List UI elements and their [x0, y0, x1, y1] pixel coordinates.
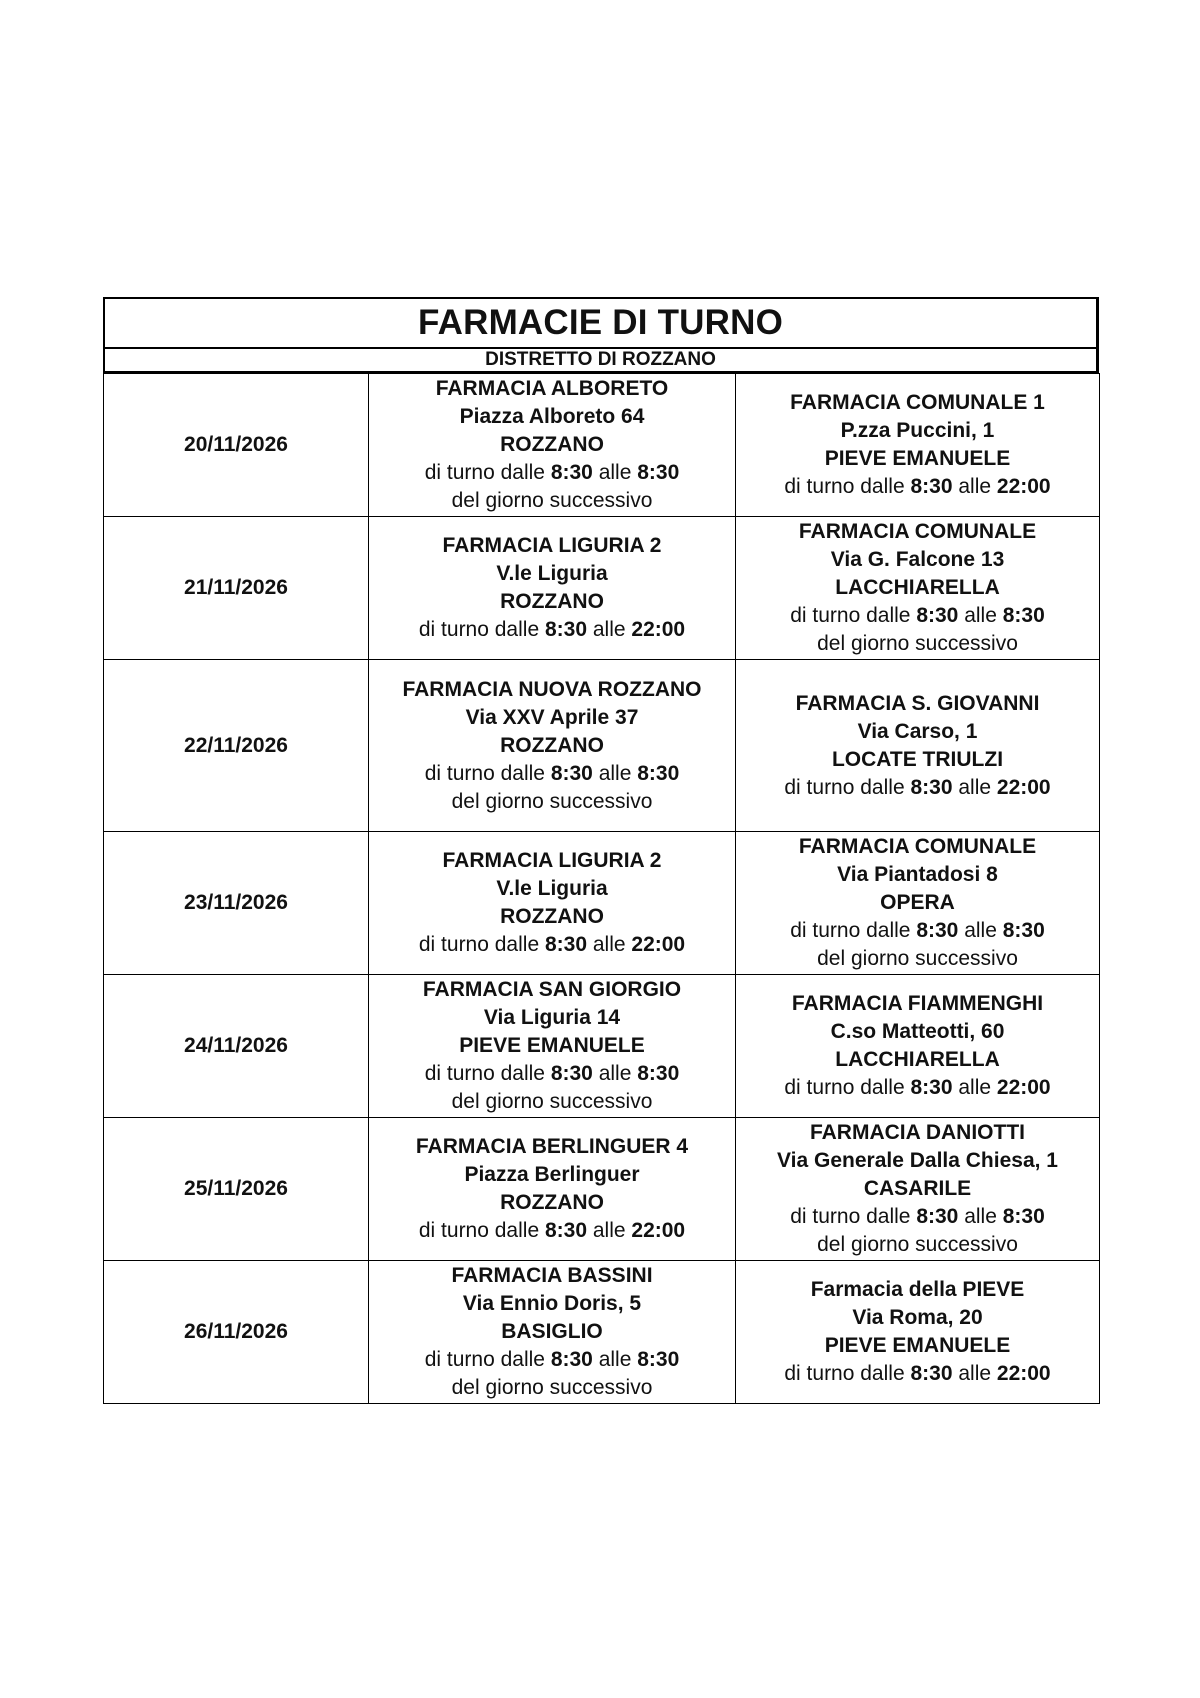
duty-hours	[369, 1060, 735, 1088]
duty-table	[103, 373, 1100, 1404]
pharmacy-name: FARMACIA DANIOTTI	[809, 1121, 1026, 1144]
pharmacy-name: FARMACIA SAN GIORGIO	[422, 978, 682, 1001]
hours-from: 8:30	[910, 475, 953, 498]
hours-label-to: alle	[592, 933, 626, 956]
hours-to: 8:30	[1002, 1205, 1045, 1228]
date-cell: 23/11/2026	[104, 832, 369, 975]
pharmacy-name: FARMACIA COMUNALE	[798, 520, 1037, 543]
hours-label-from: di turno dalle	[790, 1205, 911, 1228]
pharmacy-town: PIEVE EMANUELE	[824, 1334, 1011, 1357]
duty-hours	[736, 1074, 1099, 1102]
hours-label-from: di turno dalle	[424, 1348, 545, 1371]
pharmacy-name: FARMACIA COMUNALE	[798, 835, 1037, 858]
pharmacy-address: Via XXV Aprile 37	[465, 705, 639, 729]
pharmacy-town: ROZZANO	[500, 905, 604, 928]
duty-hours	[369, 931, 735, 959]
duty-hours	[736, 774, 1099, 802]
hours-label-from: di turno dalle	[418, 618, 540, 641]
hours-to: 8:30	[637, 1348, 680, 1371]
date-cell: 25/11/2026	[104, 1118, 369, 1261]
date-cell: 26/11/2026	[104, 1261, 369, 1404]
pharmacy-name: FARMACIA S. GIOVANNI	[795, 691, 1040, 715]
pharmacy-town: LACCHIARELLA	[835, 576, 1000, 599]
hours-to: 8:30	[637, 1062, 680, 1085]
pharmacy-address: C.so Matteotti, 60	[830, 1020, 1005, 1043]
hours-to: 22:00	[631, 1219, 686, 1242]
hours-from: 8:30	[916, 919, 959, 942]
pharmacy-name: FARMACIA FIAMMENGHI	[791, 992, 1044, 1015]
duty-pharmacies-sheet	[103, 297, 1099, 1404]
hours-label-to: alle	[964, 919, 997, 942]
pharmacy-address: Piazza Berlinguer	[464, 1163, 640, 1186]
hours-label-to: alle	[958, 775, 992, 799]
duty-hours	[369, 1217, 735, 1245]
hours-from: 8:30	[910, 775, 953, 799]
pharmacy-town: ROZZANO	[500, 1191, 604, 1214]
hours-to: 8:30	[1002, 604, 1045, 627]
pharmacy-address: Via Piantadosi 8	[837, 863, 998, 886]
pharmacy-name: FARMACIA NUOVA ROZZANO	[402, 677, 702, 701]
pharmacy-cell-left	[369, 1118, 736, 1261]
district-subtitle: DISTRETTO DI ROZZANO	[103, 347, 1099, 373]
date-cell: 20/11/2026	[104, 374, 369, 517]
hours-label-from: di turno dalle	[424, 461, 545, 484]
table-row	[104, 1261, 1100, 1404]
duty-table-body	[104, 374, 1100, 1404]
hours-to: 22:00	[996, 475, 1051, 498]
hours-label-from: di turno dalle	[790, 919, 911, 942]
duty-hours	[736, 1360, 1099, 1388]
pharmacy-cell-right	[736, 832, 1100, 975]
duty-hours	[369, 459, 735, 487]
next-day-note: del giorno successivo	[451, 789, 653, 813]
duty-hours	[736, 602, 1099, 630]
pharmacy-town: LOCATE TRIULZI	[831, 747, 1004, 771]
hours-from: 8:30	[910, 1076, 953, 1099]
hours-to: 8:30	[637, 461, 680, 484]
table-row	[104, 660, 1100, 832]
hours-label-to: alle	[958, 1362, 992, 1385]
hours-label-to: alle	[964, 1205, 997, 1228]
pharmacy-name: FARMACIA LIGURIA 2	[442, 849, 662, 872]
pharmacy-name: FARMACIA COMUNALE 1	[790, 391, 1045, 414]
hours-to: 8:30	[637, 761, 680, 785]
hours-label-to: alle	[598, 461, 632, 484]
pharmacy-cell-left	[369, 374, 736, 517]
hours-to: 22:00	[996, 775, 1051, 799]
pharmacy-address: Via Roma, 20	[852, 1306, 983, 1329]
table-row	[104, 517, 1100, 660]
hours-label-from: di turno dalle	[784, 1362, 905, 1385]
hours-from: 8:30	[550, 761, 593, 785]
hours-from: 8:30	[550, 1062, 593, 1085]
duty-hours	[736, 473, 1099, 501]
next-day-note: del giorno successivo	[451, 489, 653, 512]
pharmacy-cell-left	[369, 1261, 736, 1404]
hours-to: 22:00	[996, 1362, 1051, 1385]
hours-label-to: alle	[598, 761, 632, 785]
next-day-note: del giorno successivo	[817, 632, 1018, 655]
table-row	[104, 1118, 1100, 1261]
pharmacy-cell-right	[736, 1261, 1100, 1404]
next-day-note: del giorno successivo	[817, 947, 1018, 970]
date-cell: 21/11/2026	[104, 517, 369, 660]
hours-label-from: di turno dalle	[418, 933, 540, 956]
hours-label-to: alle	[598, 1348, 632, 1371]
hours-from: 8:30	[910, 1362, 953, 1385]
pharmacy-name: FARMACIA ALBORETO	[435, 377, 669, 400]
table-row	[104, 975, 1100, 1118]
pharmacy-town: ROZZANO	[500, 433, 604, 456]
pharmacy-cell-left	[369, 660, 736, 832]
pharmacy-cell-right	[736, 1118, 1100, 1261]
hours-label-to: alle	[592, 618, 626, 641]
hours-label-from: di turno dalle	[424, 761, 545, 785]
pharmacy-address: Via Generale Dalla Chiesa, 1	[777, 1149, 1058, 1172]
pharmacy-address: Via Liguria 14	[483, 1006, 621, 1029]
pharmacy-cell-right	[736, 374, 1100, 517]
hours-label-to: alle	[592, 1219, 626, 1242]
pharmacy-cell-right	[736, 975, 1100, 1118]
hours-label-from: di turno dalle	[418, 1219, 540, 1242]
hours-from: 8:30	[544, 1219, 587, 1242]
hours-label-from: di turno dalle	[424, 1062, 545, 1085]
date-cell: 24/11/2026	[104, 975, 369, 1118]
duty-hours	[736, 1203, 1099, 1231]
pharmacy-name: FARMACIA BERLINGUER 4	[415, 1135, 689, 1158]
hours-from: 8:30	[550, 461, 593, 484]
pharmacy-cell-right	[736, 517, 1100, 660]
pharmacy-address: V.le Liguria	[496, 562, 608, 585]
pharmacy-town: ROZZANO	[500, 733, 604, 757]
pharmacy-name: FARMACIA LIGURIA 2	[442, 534, 662, 557]
hours-label-to: alle	[964, 604, 997, 627]
hours-label-to: alle	[958, 1076, 992, 1099]
pharmacy-cell-left	[369, 975, 736, 1118]
duty-hours	[369, 1346, 735, 1374]
hours-from: 8:30	[916, 604, 959, 627]
pharmacy-address: Via Ennio Doris, 5	[462, 1292, 642, 1315]
hours-to: 22:00	[631, 618, 686, 641]
table-row	[104, 374, 1100, 517]
hours-to: 22:00	[631, 933, 686, 956]
hours-to: 22:00	[996, 1076, 1051, 1099]
pharmacy-address: P.zza Puccini, 1	[840, 419, 995, 442]
hours-label-from: di turno dalle	[790, 604, 911, 627]
duty-hours	[369, 616, 735, 644]
next-day-note: del giorno successivo	[817, 1233, 1018, 1256]
next-day-note: del giorno successivo	[451, 1090, 653, 1113]
pharmacy-address: V.le Liguria	[496, 877, 608, 900]
hours-from: 8:30	[550, 1348, 593, 1371]
pharmacy-cell-right	[736, 660, 1100, 832]
page-title: FARMACIE DI TURNO	[103, 297, 1099, 347]
duty-hours	[369, 760, 735, 788]
hours-from: 8:30	[544, 618, 587, 641]
pharmacy-address: Piazza Alboreto 64	[459, 405, 645, 428]
duty-hours	[736, 917, 1099, 945]
hours-from: 8:30	[544, 933, 587, 956]
pharmacy-town: CASARILE	[863, 1177, 972, 1200]
pharmacy-town: LACCHIARELLA	[835, 1048, 1000, 1071]
hours-label-from: di turno dalle	[784, 775, 905, 799]
pharmacy-town: PIEVE EMANUELE	[824, 447, 1011, 470]
pharmacy-address: Via G. Falcone 13	[830, 548, 1005, 571]
hours-label-to: alle	[958, 475, 992, 498]
pharmacy-address: Via Carso, 1	[857, 719, 978, 743]
pharmacy-name: FARMACIA BASSINI	[451, 1264, 653, 1287]
pharmacy-town: PIEVE EMANUELE	[459, 1034, 645, 1057]
pharmacy-cell-left	[369, 832, 736, 975]
hours-label-from: di turno dalle	[784, 475, 905, 498]
hours-from: 8:30	[916, 1205, 959, 1228]
pharmacy-town: OPERA	[880, 891, 955, 914]
pharmacy-town: ROZZANO	[500, 590, 604, 613]
table-row	[104, 832, 1100, 975]
hours-to: 8:30	[1002, 919, 1045, 942]
pharmacy-town: BASIGLIO	[501, 1320, 603, 1343]
hours-label-to: alle	[598, 1062, 632, 1085]
next-day-note: del giorno successivo	[451, 1376, 653, 1399]
date-cell: 22/11/2026	[104, 660, 369, 832]
hours-label-from: di turno dalle	[784, 1076, 905, 1099]
pharmacy-name: Farmacia della PIEVE	[810, 1278, 1025, 1301]
pharmacy-cell-left	[369, 517, 736, 660]
